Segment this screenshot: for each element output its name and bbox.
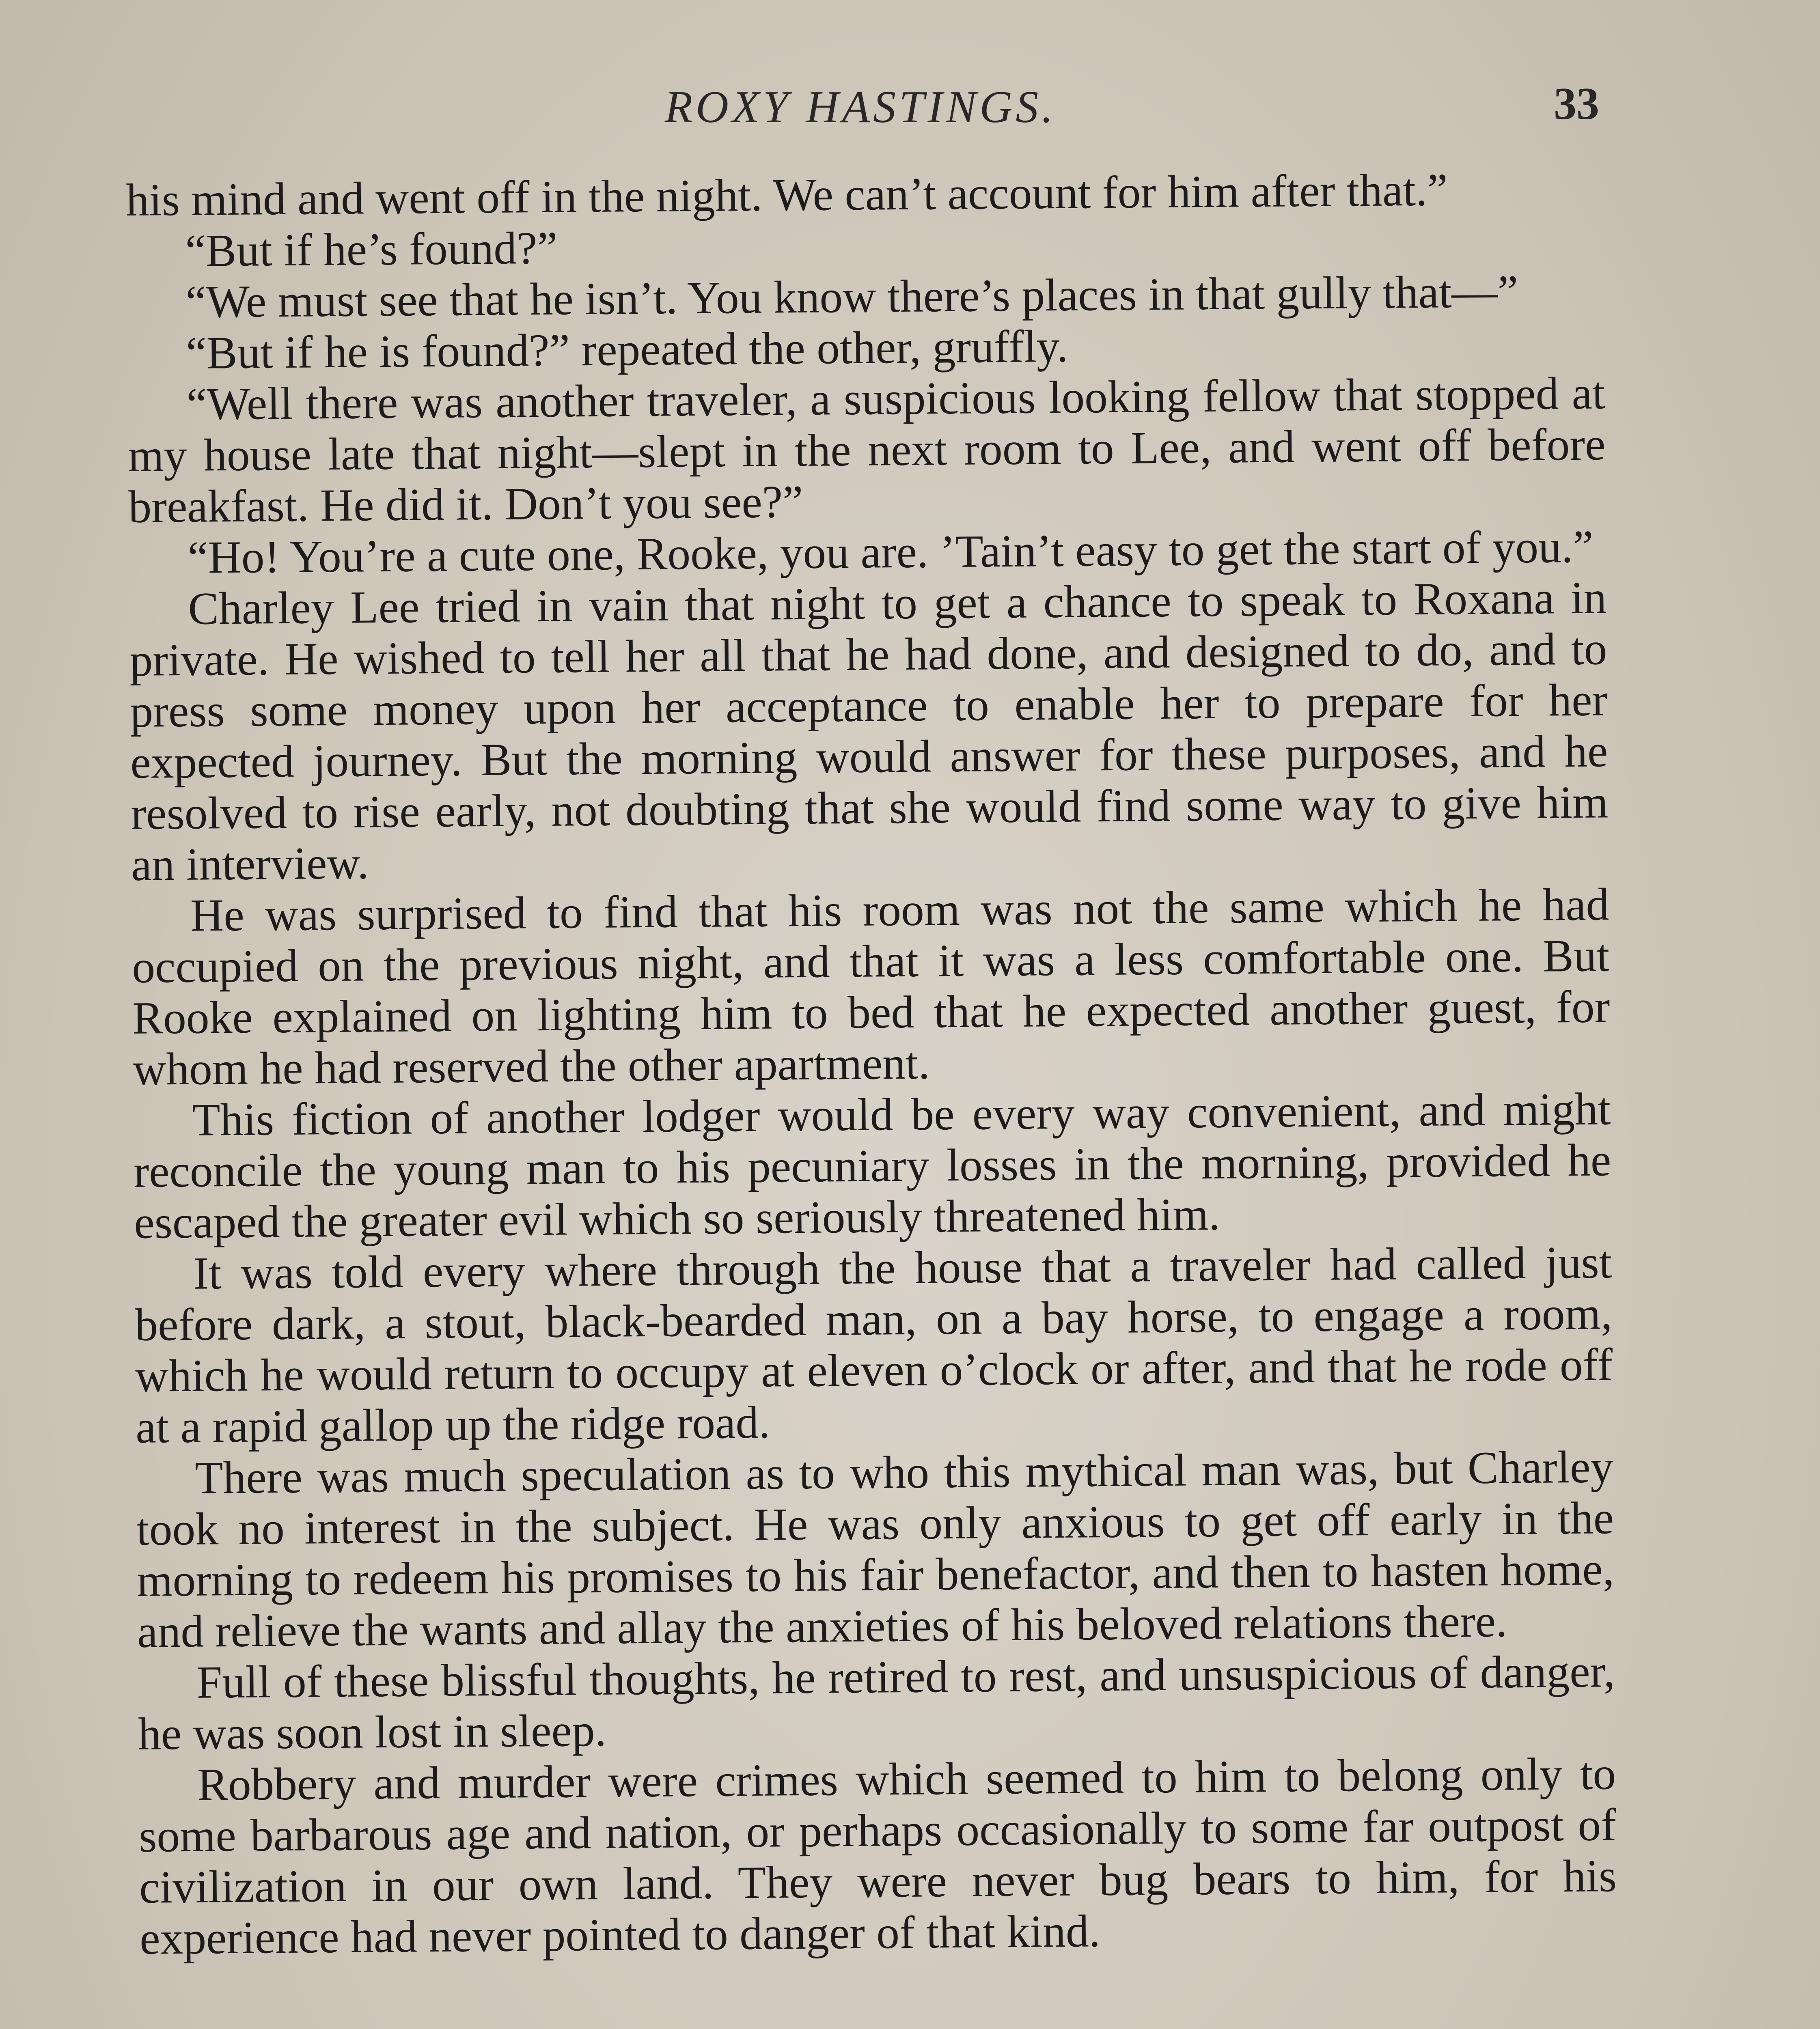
- paragraph-10: It was told every where through the house that a traveler had called just before dark, a stout, black-bearded man, on a bay horse, to engage a room, which he would return to occupy at eleven o’clock or after, and that he rode off at a rapid gallop up the ridge road.: [134, 1236, 1613, 1453]
- body-text: [126, 163, 1617, 1964]
- running-head: [122, 81, 1599, 146]
- paragraph-3: “We must see that he isn’t. You know there’s places in that gully that—”: [185, 266, 1518, 327]
- paragraph-4: “But if he is found?” repeated the other, gruffly.: [185, 320, 1069, 379]
- paragraph-5: “Well there was another traveler, a suspicious looking fellow that stopped at my house late that night—slept in the next room to Lee, and went off before breakfast. He did it. Don’t you see?”: [127, 367, 1606, 532]
- paragraph-13: Robbery and murder were crimes which seemed to him to belong only to some barbarous age and nation, or perhaps occasionally to some far outpost of civilization in our own land. They were never bug bears to him, for his experience had never pointed to danger of that kind.: [138, 1748, 1617, 1964]
- paragraph-8: He was surprised to find that his room was not the same which he had occupied on the previous night, and that it was a less comfortable one. But Rooke explained on lighting him to bed that he expected another guest, for whom he had reserved the other apartment.: [132, 879, 1610, 1095]
- paragraph-12: Full of these blissful thoughts, he retired to rest, and unsuspicious of danger, he was soon lost in sleep.: [138, 1646, 1615, 1760]
- paragraph-11: There was much speculation as to who this mythical man was, but Charley took no interest in the subject. He was only anxious to get off early in the morning to redeem his promises to his fair benefactor, and then to hasten home, and relieve the wants and allay the anxieties of his beloved relations there.: [136, 1441, 1615, 1657]
- page-number: 33: [1554, 79, 1599, 129]
- running-title: ROXY HASTINGS.: [664, 82, 1057, 132]
- paragraph-2: “But if he’s found?”: [185, 222, 558, 276]
- paragraph-9: This fiction of another lodger would be every way convenient, and might reconcile the young man to his pecuniary losses in the morning, provided he escaped the greater evil which so seriously threatened him.: [133, 1083, 1611, 1248]
- paragraph-6: “Ho! You’re a cute one, Rooke, you are. ’Tain’t easy to get the start of you.”: [187, 521, 1594, 583]
- paragraph-7: Charley Lee tried in vain that night to get a chance to speak to Roxana in private. He wished to tell her all that he had done, and designed to do, and to press some money upon her acceptance to enable her to prepare for her expected journey. But the morning would answer for these purposes, and he resolved to rise early, not doubting that she would find some way to give him an interview.: [129, 572, 1609, 890]
- paragraph-1: his mind and went off in the night. We can’t account for him after that.”: [126, 164, 1448, 226]
